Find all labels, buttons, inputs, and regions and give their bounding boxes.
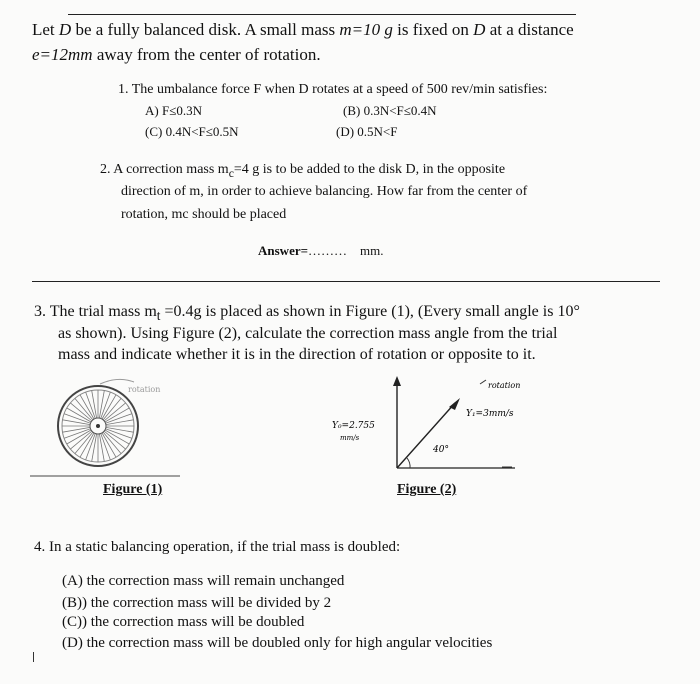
figure-2-y0-label: Y₀=2.755 <box>332 421 375 431</box>
question-4-option-c: (C)) the correction mass will be doubled <box>62 614 305 630</box>
figure-2-y1-label: Y₁=3mm/s <box>466 409 514 419</box>
question-4-stem: 4. In a static balancing operation, if the trial mass is doubled: <box>34 539 401 555</box>
figure-1-rotation-label: rotation <box>128 385 161 394</box>
top-divider <box>68 14 576 15</box>
middle-divider <box>32 281 660 282</box>
question-1-option-a: A) F≤0.3N <box>145 103 202 118</box>
question-3-line-1: 3. The trial mass $m_t =0.4g$ is placed as shown in Figure (1), (Every small angle is 10° <box>34 303 580 324</box>
question-1-option-c: (C) 0.4N<F≤0.5N <box>145 124 239 139</box>
question-4-option-a: (A) the correction mass will remain unchanged <box>62 573 345 589</box>
question-4-option-d: (D) the correction mass will be doubled only for high angular velocities <box>62 635 493 651</box>
figure-2-caption: Figure (2) <box>397 482 457 497</box>
figure-2-rotation-label: rotation <box>488 381 521 390</box>
figure-1 <box>30 370 190 480</box>
question-1-option-d: (D) 0.5N<F <box>336 124 398 139</box>
question-1-option-b: (B) 0.3N<F≤0.4N <box>343 103 437 118</box>
question-2-line-3: rotation, mc should be placed <box>121 207 287 222</box>
figure-1-caption: Figure (1) <box>103 482 163 497</box>
question-3-line-3: mass and indicate whether it is in the direction of rotation or opposite to it. <box>58 346 536 363</box>
question-3-line-2: as shown). Using Figure (2), calculate the correction mass angle from the trial <box>58 325 558 342</box>
question-4-option-b: (B)) the correction mass will be divided by 2 <box>62 595 332 611</box>
question-2-line-1: 2. A correction mass $m_c=4$ g is to be added to the disk D, in the opposite <box>100 162 506 180</box>
question-2-line-2: direction of m, in order to achieve balancing. How far from the center of <box>121 184 528 199</box>
figure-2 <box>330 368 550 478</box>
question-1-stem: 1. The umbalance force F when D rotates at a speed of 500 rev/min satisfies: <box>118 82 548 97</box>
stray-mark <box>33 652 34 662</box>
question-2-answer: Answer=……… mm. <box>258 243 384 258</box>
figure-2-angle-label: 40° <box>433 445 449 455</box>
intro-line-2: e=12mm away from the center of rotation. <box>32 45 321 64</box>
intro-line-1: Let D be a fully balanced disk. A small mass m=10 g is fixed on D at a distance <box>32 20 574 39</box>
figure-2-y0-unit: mm/s <box>340 434 360 442</box>
vector-y1 <box>397 403 455 468</box>
